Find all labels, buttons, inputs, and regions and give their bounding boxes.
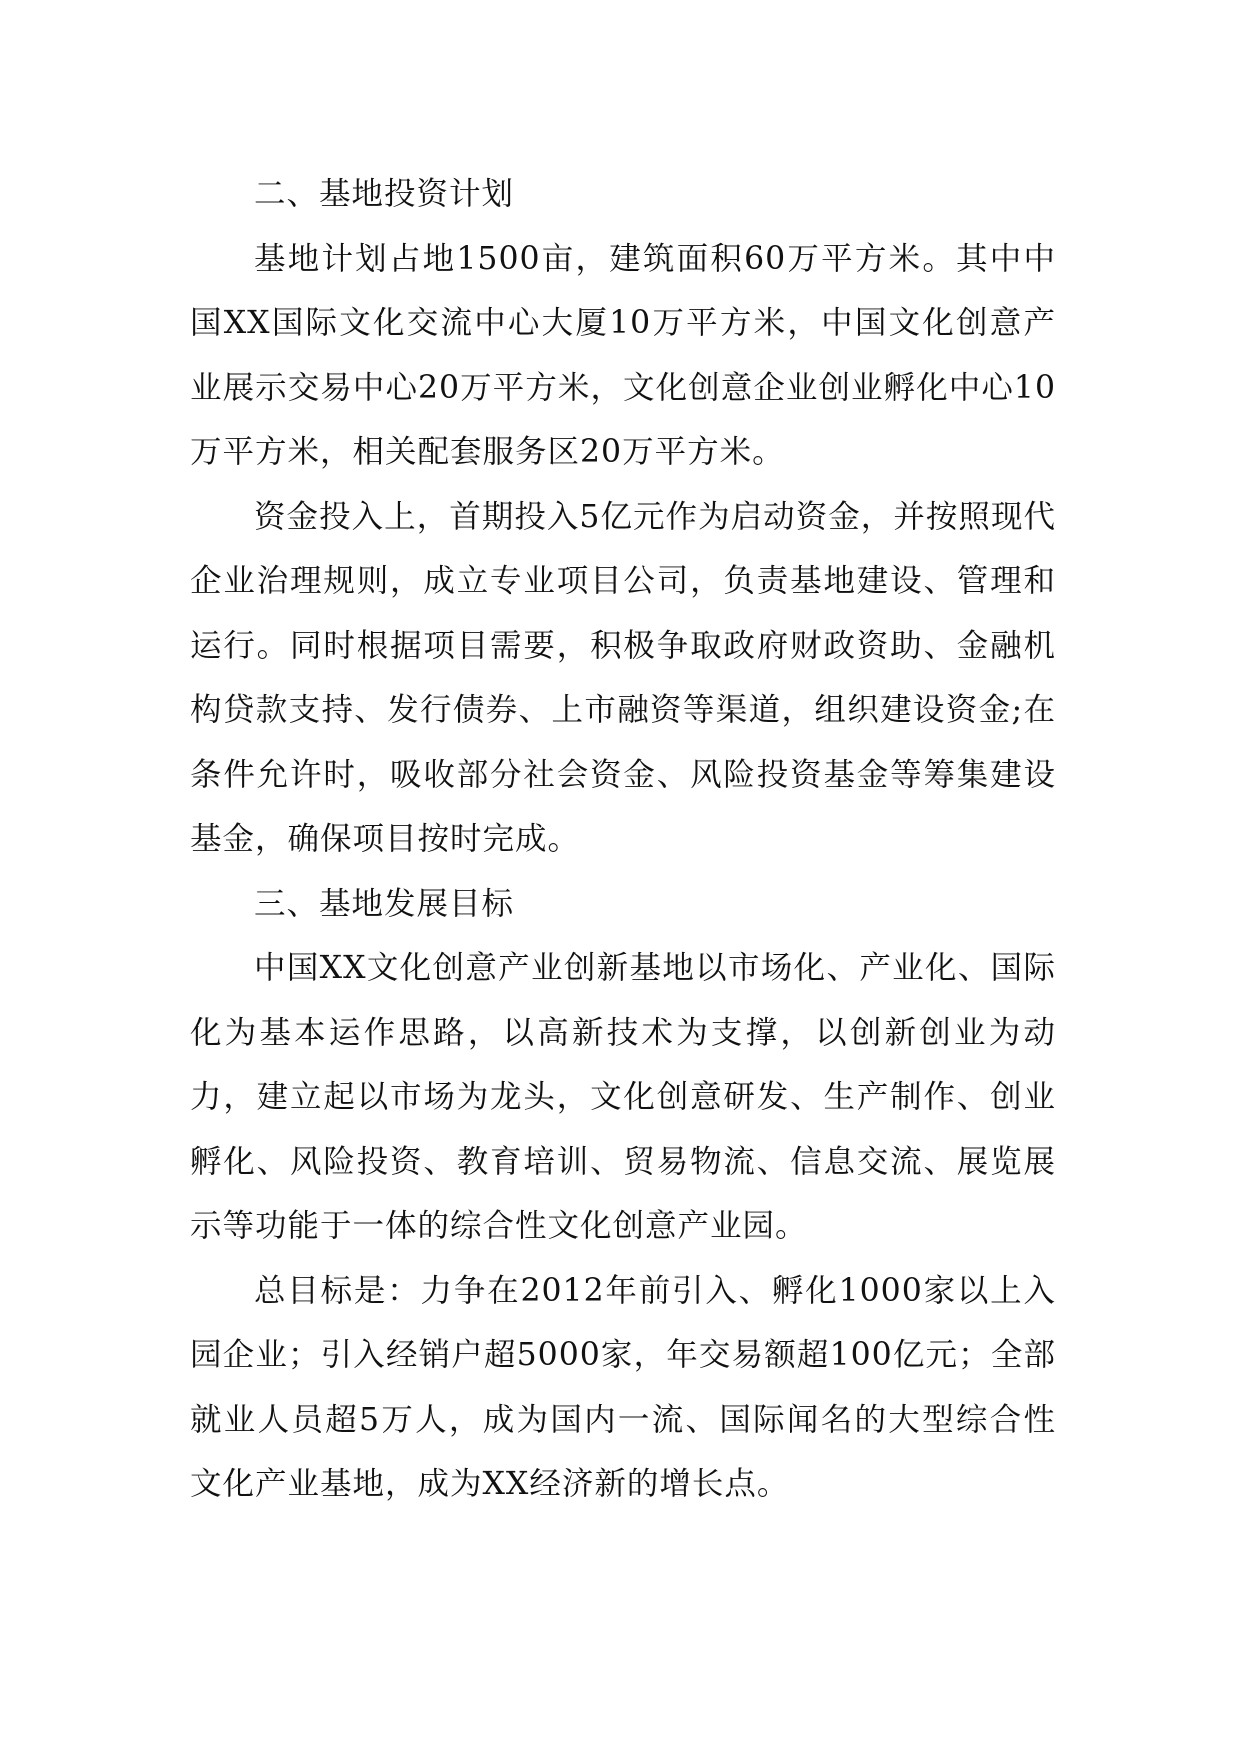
paragraph-base-positioning: 中国XX文化创意产业创新基地以市场化、产业化、国际化为基本运作思路，以高新技术为支撑，以创新创业为动力，建立起以市场为龙头，文化创意研发、生产制作、创业孵化、风险投资、教育培训、贸易物流、信息交流、展览展示等功能于一体的综合性文化创意产业园。	[190, 950, 1056, 1244]
document-body	[190, 162, 1056, 1517]
section-heading-development-goals: 三、基地发展目标	[254, 885, 515, 922]
paragraph-funding: 资金投入上，首期投入5亿元作为启动资金，并按照现代企业治理规则，成立专业项目公司，负责基地建设、管理和运行。同时根据项目需要，积极争取政府财政资助、金融机构贷款支持、发行债券、上市融资等渠道，组织建设资金;在条件允许时，吸收部分社会资金、风险投资基金等筹集建设基金，确保项目按时完成。	[190, 498, 1056, 857]
paragraph-overall-goal: 总目标是：力争在2012年前引入、孵化1000家以上入园企业；引入经销户超5000家，年交易额超100亿元；全部就业人员超5万人，成为国内一流、国际闻名的大型综合性文化产业基地，成为XX经济新的增长点。	[190, 1272, 1056, 1502]
section-heading-investment-plan: 二、基地投资计划	[254, 176, 515, 212]
paragraph-land-and-area: 基地计划占地1500亩，建筑面积60万平方米。其中中国XX国际文化交流中心大厦10万平方米，中国文化创意产业展示交易中心20万平方米，文化创意企业创业孵化中心10万平方米，相关配套服务区20万平方米。	[190, 240, 1056, 470]
